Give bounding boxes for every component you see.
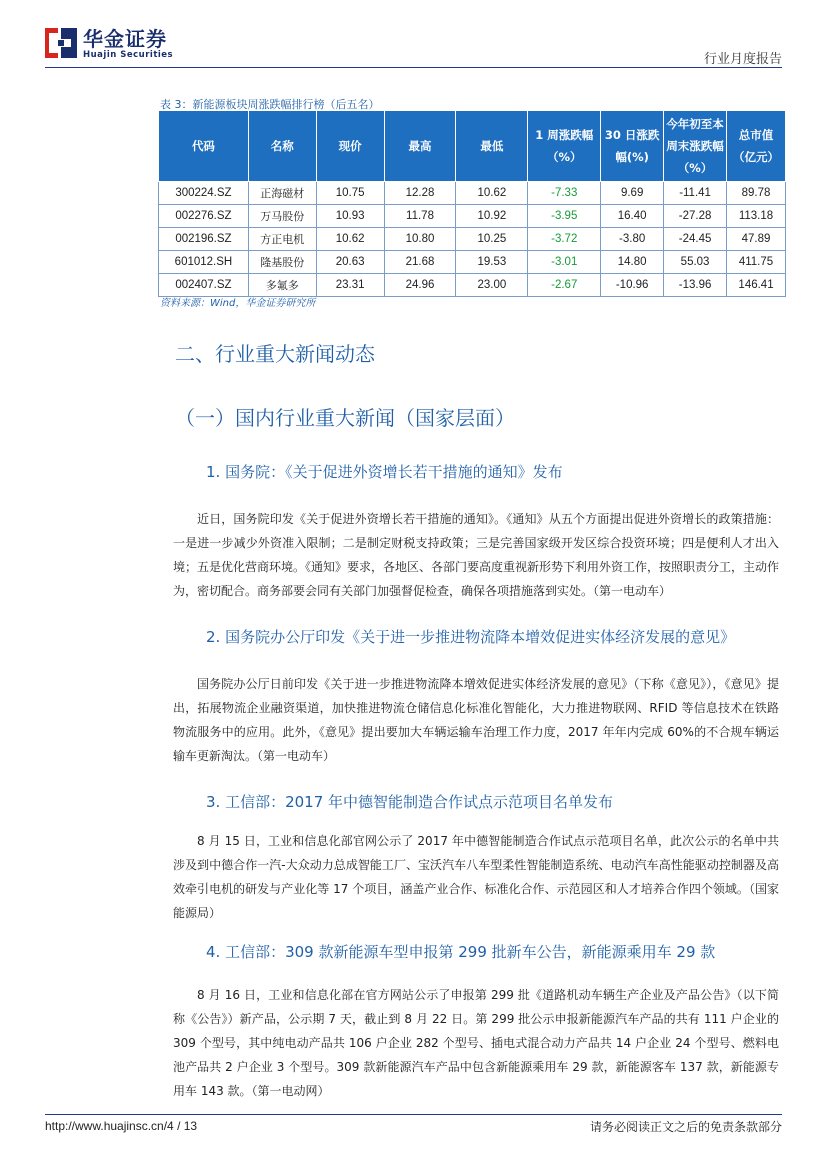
cell-low: 23.00 <box>456 274 528 297</box>
header-low: 最低 <box>456 111 528 182</box>
cell-price: 10.75 <box>316 182 384 205</box>
cell-30day-change: -3.80 <box>601 228 664 251</box>
cell-30day-change: 14.80 <box>601 251 664 274</box>
news-title: 3. 工信部：2017 年中德智能制造合作试点示范项目名单发布 <box>206 793 614 811</box>
section-subtitle: （一）国内行业重大新闻（国家层面） <box>175 406 515 430</box>
header-high: 最高 <box>384 111 456 182</box>
header-divider <box>45 67 782 68</box>
cell-week-change: -3.95 <box>528 205 601 228</box>
news-title: 2. 国务院办公厅印发《关于进一步推进物流降本增效促进实体经济发展的意见》 <box>206 628 736 646</box>
cell-market-cap: 47.89 <box>727 228 786 251</box>
cell-low: 10.62 <box>456 182 528 205</box>
cell-price: 10.93 <box>316 205 384 228</box>
cell-high: 10.80 <box>384 228 456 251</box>
cell-week-change: -7.33 <box>528 182 601 205</box>
cell-high: 21.68 <box>384 251 456 274</box>
header-code: 代码 <box>159 111 249 182</box>
table-caption: 表 3：新能源板块周涨跌幅排行榜（后五名） <box>160 98 380 111</box>
cell-code: 601012.SH <box>159 251 249 274</box>
cell-week-change: -3.72 <box>528 228 601 251</box>
cell-low: 19.53 <box>456 251 528 274</box>
stock-ranking-table <box>158 110 786 297</box>
cell-ytd-change: -24.45 <box>664 228 727 251</box>
news-body: 近日，国务院印发《关于促进外资增长若干措施的通知》。《通知》从五个方面提出促进外资增长的政策措施：一是进一步减少外资准入限制；二是制定财税支持政策；三是完善国家级开发区综合投资环境；四是便利人才出入境；五是优化营商环境。《通知》要求，各地区、各部门要高度重视新形势下利用外资工作，按照职责分工，主动作为，密切配合。商务部要会同有关部门加强督促检查，确保各项措施落到实处。（第一电动车） <box>173 512 780 598</box>
cell-ytd-change: -13.96 <box>664 274 727 297</box>
table-source: 资料来源：Wind，华金证券研究所 <box>160 298 316 309</box>
table-row <box>159 228 786 251</box>
table-row <box>159 251 786 274</box>
cell-ytd-change: -27.28 <box>664 205 727 228</box>
cell-name: 正海磁材 <box>248 182 316 205</box>
header-week-change: 1 周涨跌幅（%） <box>528 111 601 182</box>
cell-code: 002276.SZ <box>159 205 249 228</box>
news-title: 4. 工信部：309 款新能源车型申报第 299 批新车公告，新能源乘用车 29 款 <box>206 943 716 961</box>
cell-market-cap: 113.18 <box>727 205 786 228</box>
cell-ytd-change: 55.03 <box>664 251 727 274</box>
cell-name: 方正电机 <box>248 228 316 251</box>
news-title: 1. 国务院：《关于促进外资增长若干措施的通知》发布 <box>206 463 563 481</box>
cell-name: 多氟多 <box>248 274 316 297</box>
header-ytd-change: 今年初至本周末涨跌幅（%） <box>664 111 727 182</box>
cell-high: 12.28 <box>384 182 456 205</box>
company-logo <box>45 28 173 60</box>
news-body: 国务院办公厅日前印发《关于进一步推进物流降本增效促进实体经济发展的意见》（下称《意见》），《意见》提出，拓展物流企业融资渠道，加快推进物流仓储信息化标准化智能化，大力推进物联网、RFID 等信息技术在铁路物流服务中的应用。此外，《意见》提出要加大车辆运输车治理工作力度，2017 年年内完成 60%的不合规车辆运输车更新淘汰。（第一电动车） <box>173 677 779 763</box>
section-title: 二、行业重大新闻动态 <box>175 342 375 366</box>
cell-30day-change: 16.40 <box>601 205 664 228</box>
header-market-cap: 总市值（亿元） <box>727 111 786 182</box>
cell-code: 002407.SZ <box>159 274 249 297</box>
cell-price: 20.63 <box>316 251 384 274</box>
cell-name: 万马股份 <box>248 205 316 228</box>
header-price: 现价 <box>316 111 384 182</box>
cell-code: 002196.SZ <box>159 228 249 251</box>
cell-week-change: -2.67 <box>528 274 601 297</box>
cell-30day-change: 9.69 <box>601 182 664 205</box>
cell-ytd-change: -11.41 <box>664 182 727 205</box>
cell-code: 300224.SZ <box>159 182 249 205</box>
table-row <box>159 205 786 228</box>
cell-high: 24.96 <box>384 274 456 297</box>
header-30day-change: 30 日涨跌幅(%) <box>601 111 664 182</box>
news-body: 8 月 16 日，工业和信息化部在官方网站公示了申报第 299 批《道路机动车辆生产企业及产品公告》（以下简称《公告》）新产品，公示期 7 天，截止到 8 月 22 日。第 299 批公示申报新能源汽车产品的共有 111 户企业的 309 个型号，其中纯电动产品共 106 户企业 282 个型号、插电式混合动力产品共 14 户企业 24 个型号、燃料电池产品共 2 户企业 3 个型号。309 款新能源汽车产品中包含新能源乘用车 29 款，新能源客车 137 款，新能源专用车 143 款。（第一电动网） <box>173 988 779 1098</box>
cell-price: 10.62 <box>316 228 384 251</box>
news-body: 8 月 15 日，工业和信息化部官网公示了 2017 年中德智能制造合作试点示范项目名单，此次公示的名单中共涉及到中德合作一汽-大众动力总成智能工厂、宝沃汽车八车型柔性智能制造系统、电动汽车高性能驱动控制器及高效牵引电机的研发与产业化等 17 个项目，涵盖产业合作、标准化合作、示范园区和人才培养合作四个领域。（国家能源局） <box>173 834 779 920</box>
logo-mark-icon <box>45 28 77 58</box>
cell-low: 10.92 <box>456 205 528 228</box>
cell-low: 10.25 <box>456 228 528 251</box>
cell-market-cap: 146.41 <box>727 274 786 297</box>
footer-divider <box>45 1114 782 1115</box>
header-name: 名称 <box>248 111 316 182</box>
cell-week-change: -3.01 <box>528 251 601 274</box>
footer-disclaimer: 请务必阅读正文之后的免责条款部分 <box>589 1120 782 1134</box>
cell-high: 11.78 <box>384 205 456 228</box>
report-type: 行业月度报告 <box>703 52 782 67</box>
table-row <box>159 182 786 205</box>
footer-url-page: http://www.huajinsc.cn/4 / 13 <box>45 1119 198 1133</box>
cell-30day-change: -10.96 <box>601 274 664 297</box>
cell-market-cap: 89.78 <box>727 182 786 205</box>
table-header-row <box>159 111 786 182</box>
logo-english-name: Huajin Securities <box>83 50 174 60</box>
cell-market-cap: 411.75 <box>727 251 786 274</box>
cell-name: 隆基股份 <box>248 251 316 274</box>
logo-chinese-name: 华金证券 <box>83 27 167 51</box>
cell-price: 23.31 <box>316 274 384 297</box>
